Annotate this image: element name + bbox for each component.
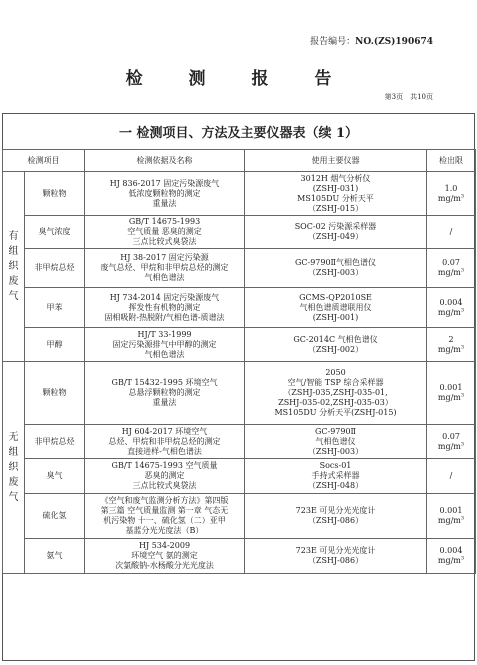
instrument-line: 2050: [325, 368, 346, 377]
standard-cell: [85, 328, 245, 362]
limit-cell: [427, 172, 476, 216]
item-cell: 甲醇: [25, 328, 85, 362]
instrument-line: 3012H 烟气分析仪: [300, 173, 371, 183]
table-row: [3, 425, 476, 459]
instrument-line: GC-9790Ⅱ: [314, 426, 356, 436]
item-cell: 氨气: [25, 539, 85, 574]
standard-line: 恶臭的测定: [144, 471, 185, 480]
item-cell: 臭气: [25, 459, 85, 494]
instrument-line: 手持式采样器: [311, 471, 360, 480]
limit-line: $mg/m^3$: [437, 555, 465, 565]
instrument-line: ZSHJ-035-02,ZSHJ-035-03）: [278, 398, 393, 407]
item-cell: 硫化氢: [25, 494, 85, 539]
table-row: [3, 362, 476, 425]
standard-line: HJ 38-2017 固定污染源: [120, 253, 209, 262]
limit-cell: [427, 459, 476, 494]
standard-line: HJ/T 33-1999: [137, 329, 192, 339]
limit-cell: [427, 216, 476, 249]
limit-cell: [427, 362, 476, 425]
instrument-line: （ZSHJ-002）: [307, 344, 364, 354]
standard-line: 环境空气 氨的测定: [131, 551, 198, 560]
limit-line: 2: [448, 334, 454, 344]
instrument-line: GC-9790Ⅱ气相色谱仪: [294, 258, 376, 267]
instrument-line: SOC-02 污染源采样器: [294, 222, 377, 231]
section-title: 一 检测项目、方法及主要仪器表（续 1）: [118, 126, 359, 141]
column-header-instrument: 使用主要仪器: [245, 150, 427, 172]
standard-cell: [85, 539, 245, 574]
limit-line: $mg/m^3$: [437, 440, 465, 451]
table-row: [3, 328, 476, 362]
standard-line: 气相色谱法: [144, 273, 185, 282]
column-header-limit: 检出限: [427, 150, 476, 172]
instrument-cell: [245, 425, 427, 459]
standard-line: 直接进样-气相色谱法: [127, 446, 202, 456]
limit-line: 0.07: [442, 431, 460, 441]
standard-line: 三点比较式臭袋法: [132, 237, 197, 246]
standard-line: HJ 534-2009: [138, 541, 191, 550]
limit-cell: [427, 539, 476, 574]
standard-line: 次氯酸钠-水杨酸分光光度法: [115, 561, 214, 570]
standard-line: 挥发性有机物的测定: [128, 302, 201, 312]
instrument-cell: [245, 172, 427, 216]
limit-line: $mg/m^3$: [437, 267, 465, 277]
limit-cell: [427, 328, 476, 362]
item-cell: 颗粒物: [25, 362, 85, 425]
standard-line: 固相吸附-热脱附/气相色谱-质谱法: [104, 312, 225, 322]
limit-line: 0.07: [442, 258, 460, 267]
report-number-value: NO.(ZS)190674: [355, 37, 433, 47]
limit-line: $mg/m^3$: [437, 392, 465, 402]
standard-cell: [85, 249, 245, 288]
standard-line: GB/T 14675-1993: [128, 217, 201, 226]
instrument-cell: [245, 216, 427, 249]
instrument-line: （ZSHJ-048）: [307, 481, 364, 490]
limit-cell: [427, 494, 476, 539]
limit-cell: [427, 288, 476, 328]
standard-line: GB/T 15432-1995 环境空气: [111, 378, 218, 387]
instrument-cell: [245, 539, 427, 574]
item-cell: 非甲烷总烃: [25, 249, 85, 288]
category-cell: 无 组 织 废 气: [3, 362, 25, 574]
standard-line: 总悬浮颗粒物的测定: [128, 388, 201, 397]
instrument-cell: [245, 494, 427, 539]
instrument-line: 723E 可见分光光度计: [295, 546, 376, 555]
standard-line: GB/T 14675-1993 空气质量: [111, 461, 218, 470]
document-title: 检 测 报 告: [125, 69, 352, 89]
table-row: [3, 172, 476, 216]
instrument-line: MS105DU 分析天平: [297, 193, 374, 203]
standard-cell: [85, 459, 245, 494]
instrument-cell: [245, 459, 427, 494]
instrument-line: 723E 可见分光光度计: [295, 506, 376, 515]
instrument-line: 空气/智能 TSP 综合采样器: [287, 378, 384, 387]
limit-line: 1.0: [444, 183, 458, 193]
instrument-line: 气相色谱仪: [315, 436, 356, 446]
standard-line: 重量法: [152, 198, 177, 208]
standard-cell: [85, 494, 245, 539]
item-cell: 臭气浓度: [25, 216, 85, 249]
standard-cell: [85, 425, 245, 459]
table-row: [3, 288, 476, 328]
table-row: [3, 216, 476, 249]
instrument-cell: [245, 362, 427, 425]
instrument-table: [2, 149, 476, 574]
category-cell: 有 组 织 废 气: [3, 172, 25, 362]
instrument-line: 气相色谱质谱联用仪: [299, 302, 372, 312]
standard-line: HJ 836-2017 固定污染源废气: [109, 178, 220, 188]
instrument-line: （ZSHJ-086）: [307, 516, 364, 525]
instrument-line: （ZSHJ-035,ZSHJ-035-01,: [283, 388, 388, 397]
instrument-line: (ZSHJ-031): [312, 183, 359, 193]
instrument-line: Socs-01: [319, 461, 352, 470]
standard-line: 机污染物 十一、硫化氢（二）亚甲: [103, 516, 226, 525]
standard-line: 三点比较式臭袋法: [132, 481, 197, 490]
instrument-line: （ZSHJ-015）: [307, 203, 364, 213]
item-cell: 非甲烷总烃: [25, 425, 85, 459]
instrument-cell: [245, 328, 427, 362]
standard-line: 第三篇 空气质量监测 第一章 气态无: [100, 506, 229, 515]
limit-cell: [427, 425, 476, 459]
report-number: [310, 34, 433, 47]
limit-line: $mg/m^3$: [437, 192, 465, 203]
standard-line: 废气总烃、甲烷和非甲烷总烃的测定: [100, 263, 229, 272]
page-info: 第3页 共10页: [384, 93, 433, 101]
standard-line: HJ 604-2017 环境空气: [121, 426, 208, 436]
limit-line: /: [449, 227, 453, 236]
standard-line: 低浓度颗粒物的测定: [128, 188, 201, 198]
table-row: [3, 459, 476, 494]
standard-cell: [85, 172, 245, 216]
standard-line: 基蓝分光光度法（B）: [125, 526, 204, 535]
limit-line: 0.004: [439, 297, 463, 307]
limit-line: $mg/m^3$: [437, 515, 465, 525]
standard-cell: [85, 216, 245, 249]
table-header-row: [3, 150, 476, 172]
instrument-line: GC-2014C 气相色谱仪: [293, 334, 378, 344]
instrument-line: GCMS-QP2010SE: [299, 292, 372, 302]
table-row: [3, 539, 476, 574]
limit-cell: [427, 249, 476, 288]
instrument-line: （ZSHJ-049）: [307, 232, 364, 241]
standard-line: 固定污染源排气中甲醇的测定: [112, 339, 217, 349]
instrument-cell: [245, 288, 427, 328]
table-row: [3, 249, 476, 288]
limit-line: /: [449, 471, 453, 480]
standard-line: 总烃、甲烷和非甲烷总烃的测定: [108, 436, 221, 446]
standard-line: 重量法: [152, 398, 177, 407]
instrument-line: （ZSHJ-003）: [307, 268, 364, 277]
limit-line: 0.004: [439, 546, 463, 555]
limit-line: $mg/m^3$: [437, 343, 465, 354]
standard-line: 《空气和废气监测分析方法》第四版: [100, 496, 229, 505]
column-header-standard: 检测依据及名称: [85, 150, 245, 172]
instrument-line: （ZSHJ-003）: [307, 446, 364, 456]
standard-line: HJ 734-2014 固定污染源废气: [109, 292, 220, 302]
standard-cell: [85, 362, 245, 425]
table-row: [3, 494, 476, 539]
standard-line: 空气质量 恶臭的测定: [127, 227, 202, 236]
instrument-line: （ZSHJ-086）: [307, 556, 364, 565]
standard-line: 气相色谱法: [144, 349, 185, 359]
instrument-line: (ZSHJ-001): [312, 312, 359, 322]
limit-line: $mg/m^3$: [437, 306, 465, 317]
report-number-label: 报告编号：: [310, 37, 356, 47]
item-cell: 颗粒物: [25, 172, 85, 216]
standard-cell: [85, 288, 245, 328]
instrument-cell: [245, 249, 427, 288]
column-header-item: 检测项目: [3, 150, 85, 172]
limit-line: 0.001: [439, 506, 463, 515]
limit-line: 0.001: [439, 383, 463, 392]
instrument-line: MS105DU 分析天平(ZSHJ-015): [274, 408, 397, 417]
item-cell: 甲苯: [25, 288, 85, 328]
